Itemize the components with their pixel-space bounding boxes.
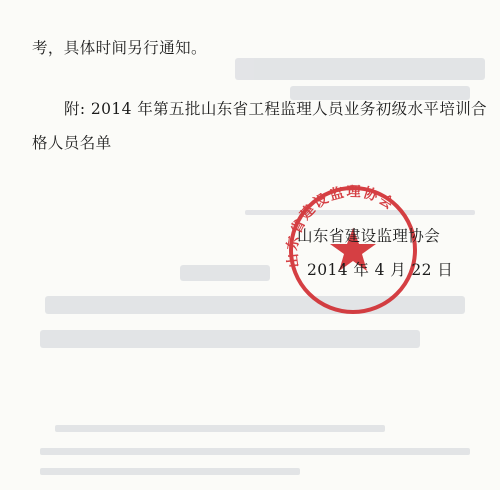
attachment-line: 附: 2014 年第五批山东省工程监理人员业务初级水平培训合 xyxy=(64,100,488,118)
body-text-line: 考，具体时间另行通知。 xyxy=(32,39,207,57)
attachment-line-continued: 格人员名单 xyxy=(32,134,112,152)
issue-date: 2014 年 4 月 22 日 xyxy=(307,261,454,279)
svg-text:山东省建设监理协会: 山东省建设监理协会 xyxy=(284,184,398,269)
issuer-name: 山东省建设监理协会 xyxy=(297,227,441,245)
